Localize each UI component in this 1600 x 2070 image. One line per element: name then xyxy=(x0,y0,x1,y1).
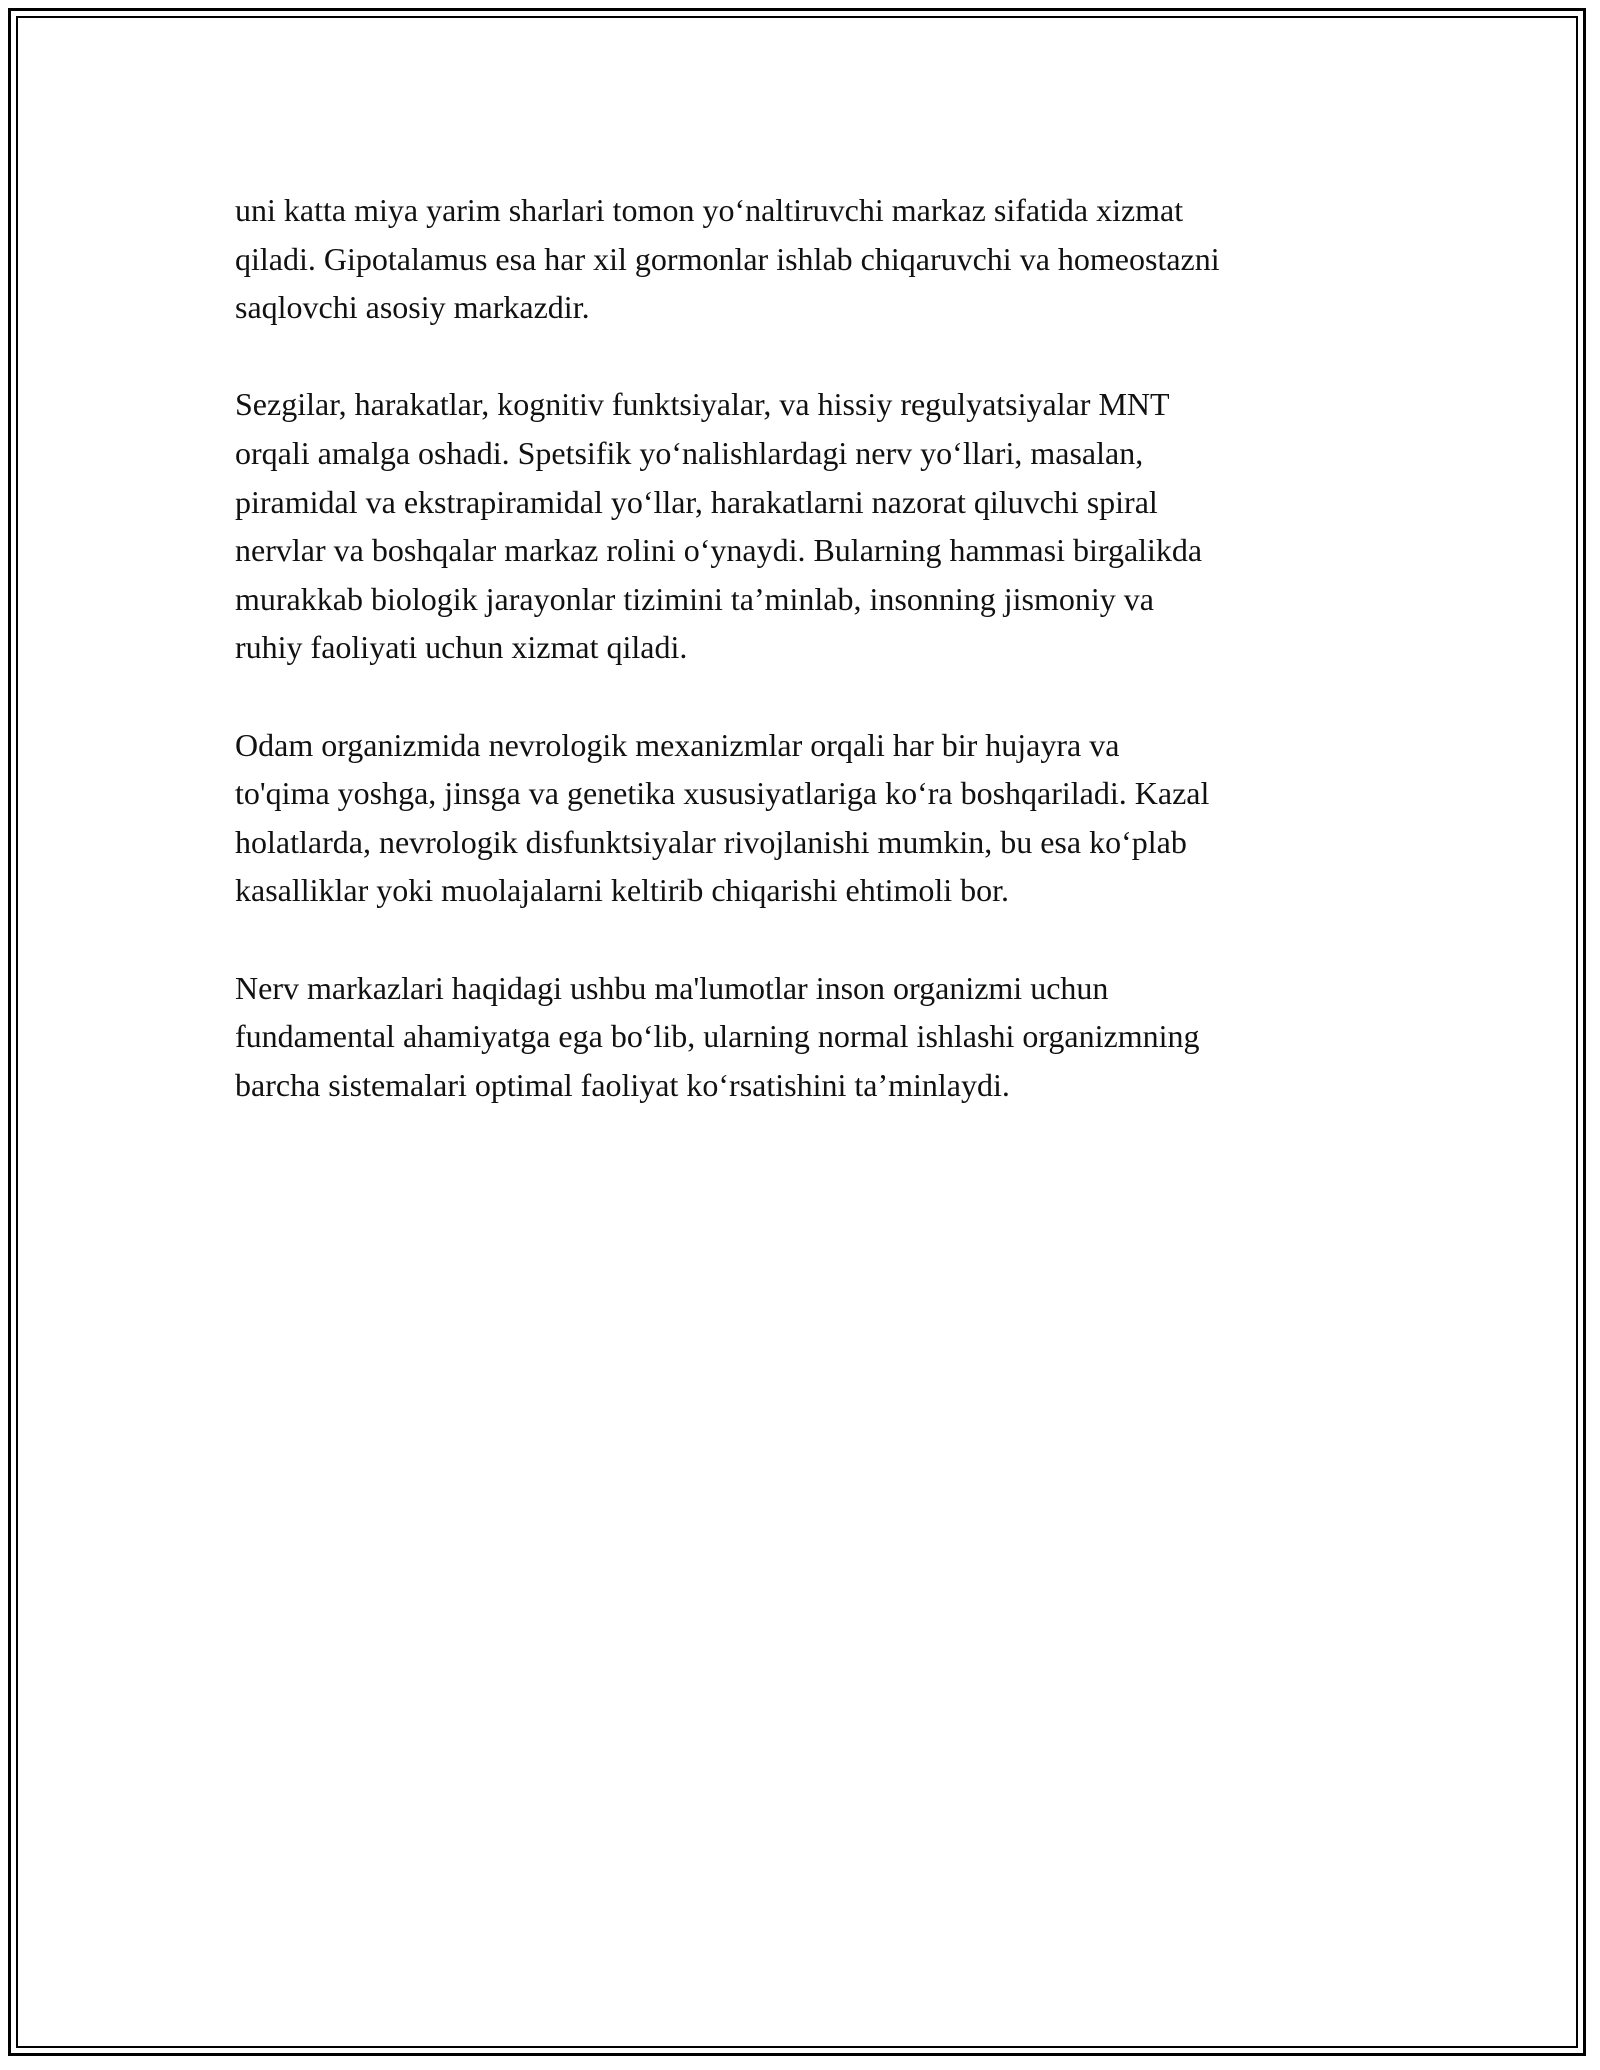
text-line: qiladi. Gipotalamus esa har xil gormonlar ishlab chiqaruvchi va homeostazni xyxy=(235,240,1220,277)
paragraph-4 xyxy=(235,964,1395,1110)
text-line: fundamental ahamiyatga ega bo‘lib, ularning normal ishlashi organizmning xyxy=(235,1018,1200,1055)
text-line: saqlovchi asosiy markazdir. xyxy=(235,289,590,326)
text-line: murakkab biologik jarayonlar tizimini ta’minlab, insonning jismoniy va xyxy=(235,580,1154,617)
text-line: nervlar va boshqalar markaz rolini o‘ynaydi. Bularning hammasi birgalikda xyxy=(235,532,1203,569)
text-line: Nerv markazlari haqidagi ushbu ma'lumotlar inson organizmi uchun xyxy=(235,969,1109,1006)
paragraph-1 xyxy=(235,186,1395,332)
document-body xyxy=(235,186,1395,1158)
text-line: kasalliklar yoki muolajalarni keltirib chiqarishi ehtimoli bor. xyxy=(235,872,1010,909)
paragraph-3 xyxy=(235,721,1395,915)
text-line: to'qima yoshga, jinsga va genetika xususiyatlariga ko‘ra boshqariladi. Kazal xyxy=(235,775,1210,812)
text-line: holatlarda, nevrologik disfunktsiyalar rivojlanishi mumkin, bu esa ko‘plab xyxy=(235,823,1187,860)
text-line: ruhiy faoliyati uchun xizmat qiladi. xyxy=(235,629,688,666)
text-line: Odam organizmida nevrologik mexanizmlar orqali har bir hujayra va xyxy=(235,726,1120,763)
text-line: barcha sistemalari optimal faoliyat ko‘rsatishini ta’minlaydi. xyxy=(235,1066,1010,1103)
text-line: orqali amalga oshadi. Spetsifik yo‘nalishlardagi nerv yo‘llari, masalan, xyxy=(235,434,1144,471)
text-line: piramidal va ekstrapiramidal yo‘llar, harakatlarni nazorat qiluvchi spiral xyxy=(235,483,1158,520)
text-line: Sezgilar, harakatlar, kognitiv funktsiyalar, va hissiy regulyatsiyalar MNT xyxy=(235,386,1170,423)
paragraph-2 xyxy=(235,380,1395,672)
text-line: uni katta miya yarim sharlari tomon yo‘naltiruvchi markaz sifatida xizmat xyxy=(235,192,1184,228)
